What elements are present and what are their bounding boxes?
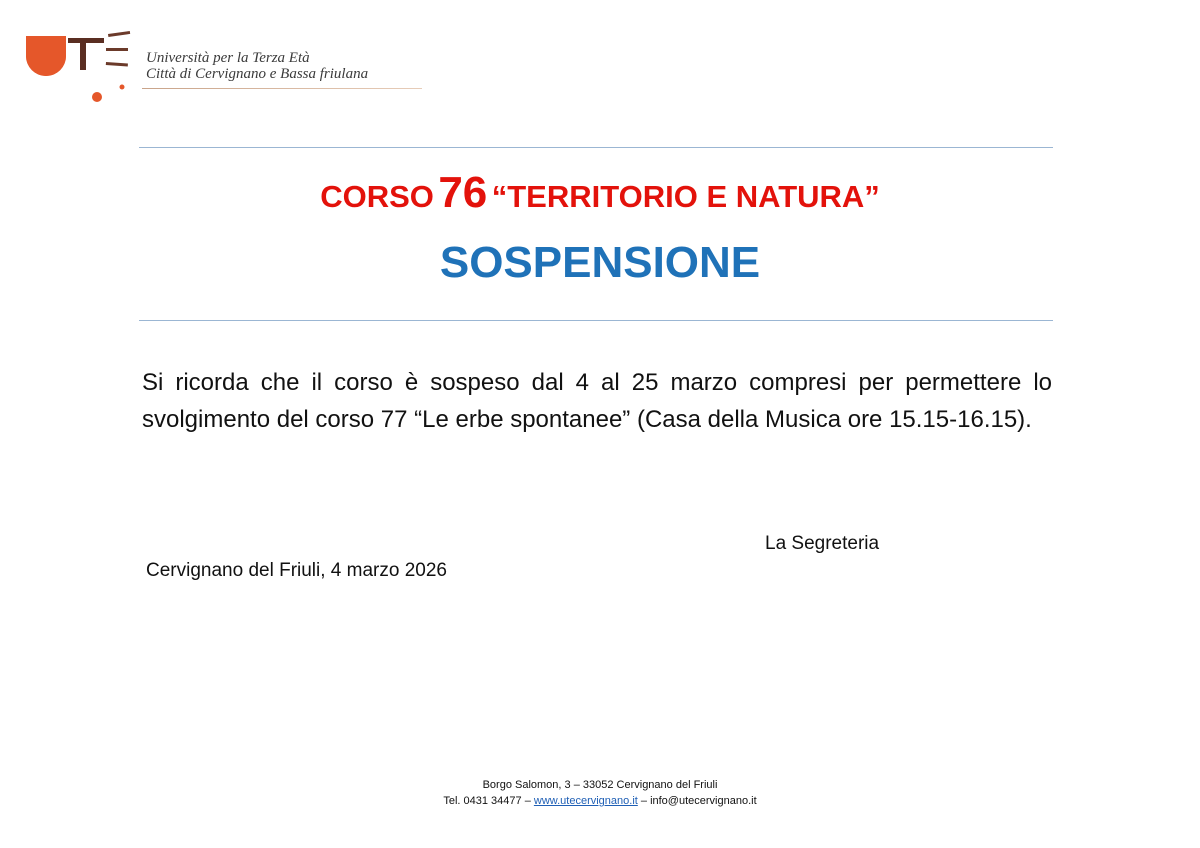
website-link[interactable]: www.utecervignano.it [533, 795, 638, 807]
footer-tel: Tel. 0431 34477 – [443, 795, 531, 807]
signature: La Segreteria [765, 533, 880, 554]
footer-contacts [0, 793, 1200, 809]
suspension-heading: SOSPENSIONE [439, 238, 761, 287]
ute-logo-icon [22, 28, 142, 108]
place-date: Cervignano del Friuli, 4 marzo 2026 [146, 560, 447, 581]
top-divider [139, 147, 1053, 148]
ute-logo [22, 28, 432, 108]
course-name: “TERRITORIO E NATURA” [491, 179, 880, 214]
notice-paragraph: Si ricorda che il corso è sospeso dal 4 al 25 marzo compresi per permettere lo svolgimento del corso 77 “Le erbe spontanee” (Casa della Musica ore 15.15-16.15). [142, 369, 1052, 433]
footer [0, 777, 1200, 809]
institution-line-1: Università per la Terza Età [146, 50, 310, 66]
institution-line-2: Città di Cervignano e Bassa friulana [146, 66, 369, 82]
logo-underline [142, 88, 422, 89]
course-number: 76 [438, 168, 488, 217]
course-prefix: CORSO [320, 179, 434, 214]
footer-address: Borgo Salomon, 3 – 33052 Cervignano del Friuli [482, 779, 718, 791]
bottom-divider [139, 320, 1053, 321]
footer-email: – info@utecervignano.it [640, 795, 757, 807]
course-title [0, 168, 1200, 218]
institution-name [146, 50, 368, 82]
